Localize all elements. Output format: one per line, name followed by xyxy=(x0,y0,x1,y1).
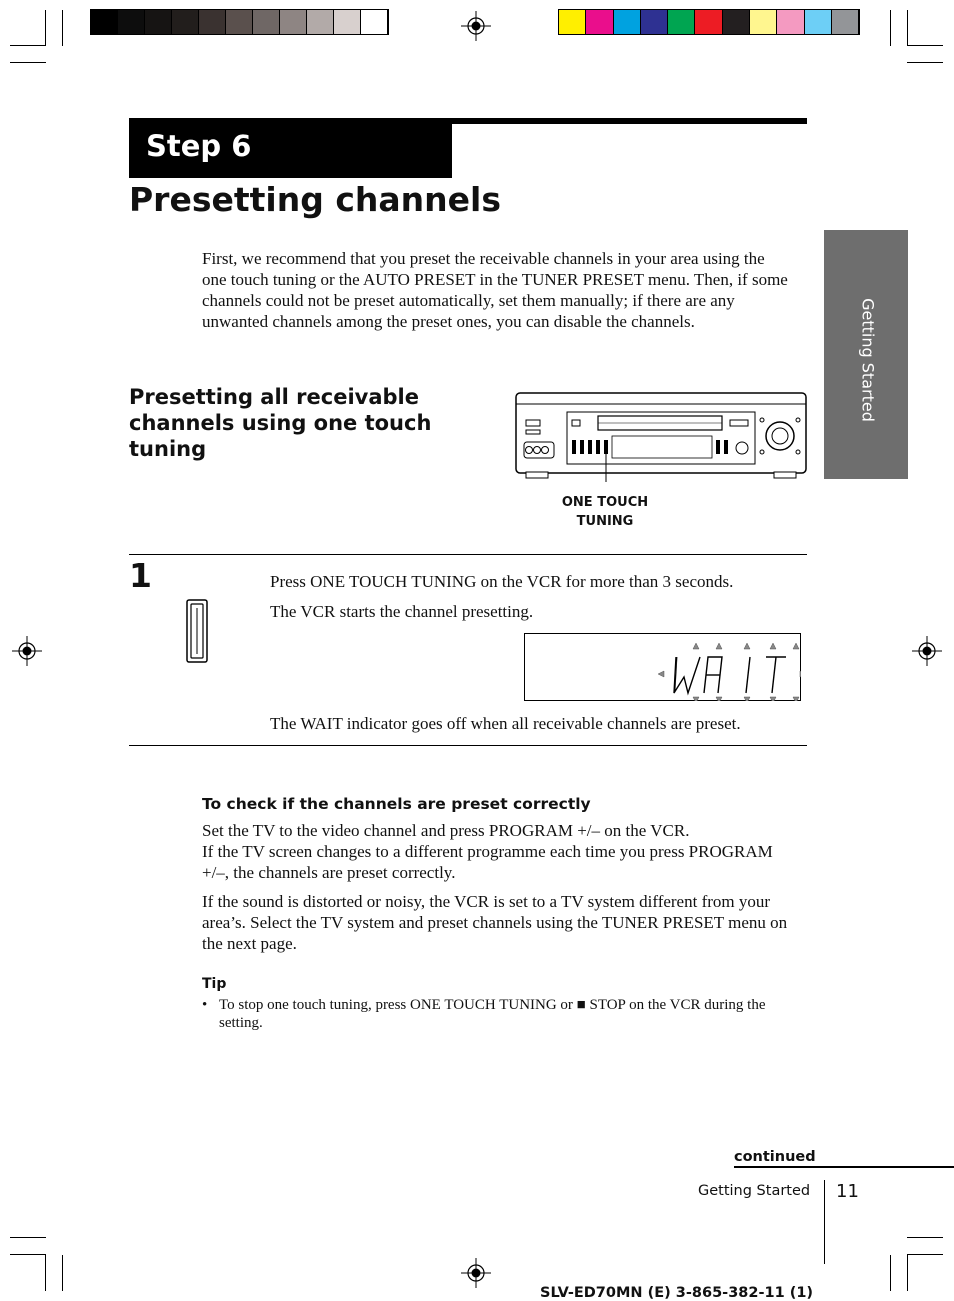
gray-swatch-1 xyxy=(91,10,118,34)
tip-text: To stop one touch tuning, press ONE TOUCH TUNING or ■ STOP on the VCR during the setting. xyxy=(219,997,766,1031)
gray-swatch-2 xyxy=(118,10,145,34)
callout-line-2: TUNING xyxy=(576,514,634,529)
page-title: Presetting channels xyxy=(129,180,501,219)
color-swatch-11 xyxy=(832,10,859,34)
tip-bullet: • xyxy=(202,997,208,1013)
gray-swatch-8 xyxy=(280,10,307,34)
gray-swatch-4 xyxy=(172,10,199,34)
registration-mark-top xyxy=(461,11,491,41)
step-label: Step 6 xyxy=(146,129,252,163)
tip-item xyxy=(202,996,802,1032)
step-top-rule xyxy=(129,554,807,555)
color-swatch-4 xyxy=(641,10,668,34)
side-tab-label: Getting Started xyxy=(858,298,878,422)
footer-divider xyxy=(824,1180,825,1264)
gray-swatch-5 xyxy=(199,10,226,34)
check-paragraph-1 xyxy=(202,820,802,883)
color-swatch-3 xyxy=(614,10,641,34)
color-calibration-bar xyxy=(558,9,860,35)
grayscale-calibration-bar xyxy=(90,9,389,35)
registration-mark-bottom xyxy=(461,1258,491,1288)
step-instruction: Press ONE TOUCH TUNING on the VCR for more than 3 seconds. xyxy=(270,572,734,591)
vcr-front-panel-illustration xyxy=(512,390,808,482)
page-number: 11 xyxy=(836,1181,859,1202)
gray-swatch-6 xyxy=(226,10,253,34)
check-paragraph-2: If the sound is distorted or noisy, the VCR is set to a TV system different from your area’s. Select the TV system and preset channels using the TUNER PRESET menu on the next page. xyxy=(202,892,788,953)
gray-swatch-3 xyxy=(145,10,172,34)
color-swatch-1 xyxy=(559,10,586,34)
tip-label: Tip xyxy=(202,976,227,992)
section-heading: Presetting all receivable channels using one touch tuning xyxy=(129,385,432,461)
color-swatch-9 xyxy=(777,10,804,34)
wait-indicator-display xyxy=(524,633,801,701)
intro-paragraph: First, we recommend that you preset the receivable channels in your area using the one touch tuning or the AUTO PRESET in the TUNER PRESET menu. Then, if some channels could not be preset automatically, set them manually; if there are any unwanted channels among the preset ones, you can disable the channels. xyxy=(202,249,788,331)
color-swatch-2 xyxy=(586,10,613,34)
color-swatch-8 xyxy=(750,10,777,34)
color-swatch-6 xyxy=(695,10,722,34)
color-swatch-10 xyxy=(805,10,832,34)
step-bottom-rule xyxy=(129,745,807,746)
one-touch-tuning-callout xyxy=(550,493,660,531)
check-heading: To check if the channels are preset correctly xyxy=(202,795,591,813)
color-swatch-5 xyxy=(668,10,695,34)
gray-swatch-7 xyxy=(253,10,280,34)
footer-section-name: Getting Started xyxy=(698,1183,811,1199)
step-result: The VCR starts the channel presetting. xyxy=(270,602,534,621)
gray-swatch-10 xyxy=(334,10,361,34)
step-number: 1 xyxy=(129,556,152,595)
continued-label: continued xyxy=(734,1149,816,1165)
step-note: The WAIT indicator goes off when all receivable channels are preset. xyxy=(270,714,741,733)
registration-mark-right xyxy=(912,636,942,666)
color-swatch-7 xyxy=(723,10,750,34)
header-rule xyxy=(452,118,807,124)
callout-line-1: ONE TOUCH xyxy=(561,495,649,510)
check-paragraph-1-line-1: Set the TV to the video channel and press PROGRAM +/– on the VCR. xyxy=(202,821,690,840)
footer-rule xyxy=(734,1166,954,1168)
registration-mark-left xyxy=(12,636,42,666)
gray-swatch-9 xyxy=(307,10,334,34)
one-touch-button-icon xyxy=(185,598,209,664)
vcr-display-panel xyxy=(524,633,801,701)
check-paragraph-1-line-2: If the TV screen changes to a different programme each time you press PROGRAM +/–, the channels are preset correctly. xyxy=(202,842,773,882)
model-code: SLV-ED70MN (E) 3-865-382-11 (1) xyxy=(540,1285,814,1301)
gray-swatch-11 xyxy=(361,10,388,34)
